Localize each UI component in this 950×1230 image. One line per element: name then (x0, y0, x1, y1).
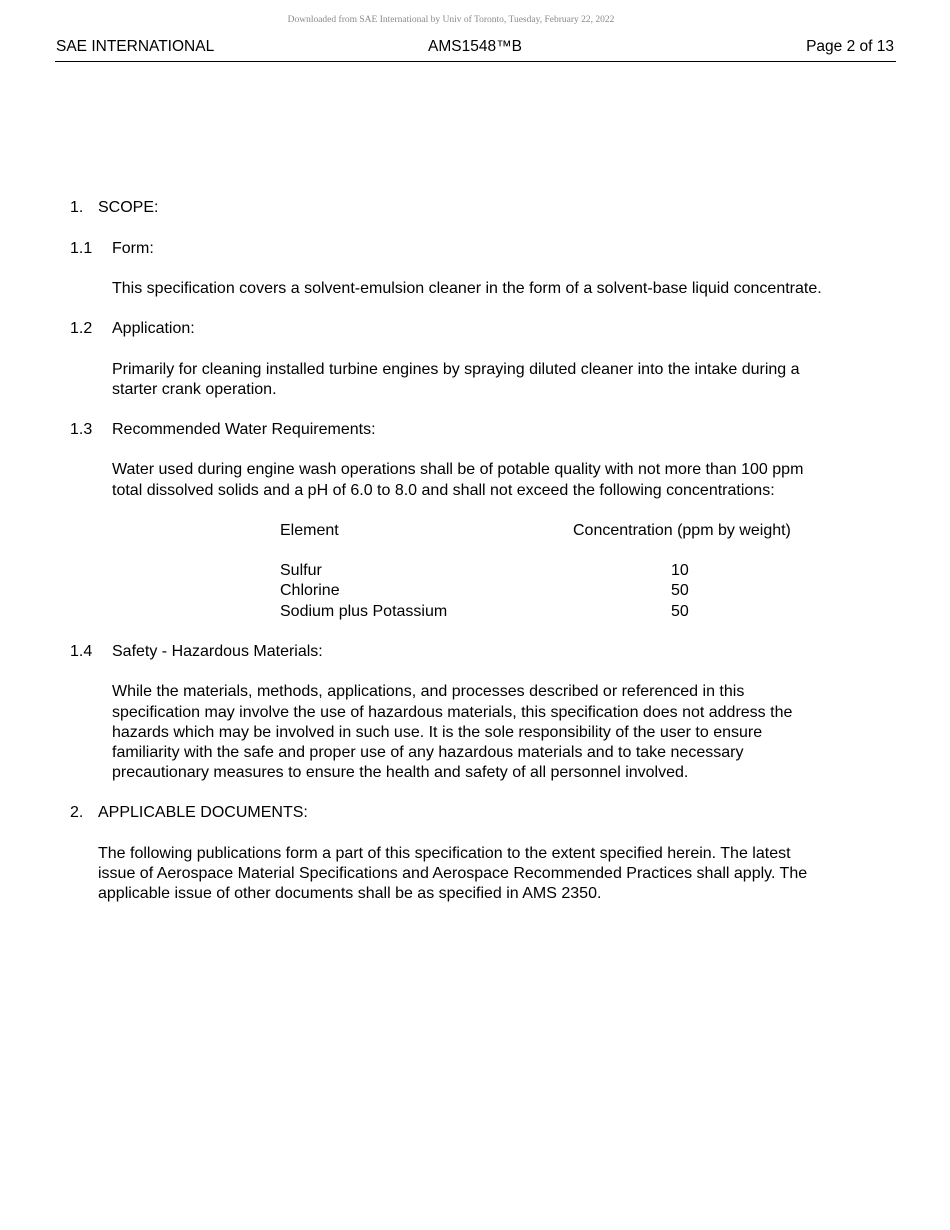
section-1-4-text-line2: specification may involve the use of hazardous materials, this specification does not address the (112, 704, 793, 721)
section-1-3-text-line2: total dissolved solids and a pH of 6.0 to 8.0 and shall not exceed the following concentrations: (112, 482, 775, 499)
table-header-element: Element (280, 522, 339, 539)
header-organization: SAE INTERNATIONAL (56, 38, 215, 55)
section-1-4-text-line5: precautionary measures to ensure the health and safety of all personnel involved. (112, 764, 689, 781)
section-1-4-text-line4: familiarity with the safe and proper use of any hazardous materials and to take necessary (112, 744, 744, 761)
section-1-3-number: 1.3 (70, 421, 93, 438)
section-1-3-title: Recommended Water Requirements: (112, 421, 376, 438)
section-2-title: APPLICABLE DOCUMENTS: (98, 804, 308, 821)
section-1-2-title: Application: (112, 320, 195, 337)
table-row-element: Sodium plus Potassium (280, 603, 448, 620)
table-row-element: Sulfur (280, 562, 322, 579)
section-1-4-title: Safety - Hazardous Materials: (112, 643, 323, 660)
header-document-id: AMS1548™B (428, 38, 522, 55)
table-row-element: Chlorine (280, 582, 340, 599)
section-1-1-text: This specification covers a solvent-emulsion cleaner in the form of a solvent-base liquid concentrate. (112, 280, 822, 297)
section-2-number: 2. (70, 804, 84, 821)
section-1-4-text-line1: While the materials, methods, applications, and processes described or referenced in this (112, 683, 745, 700)
header-rule (55, 61, 896, 62)
section-1-2-text-line2: starter crank operation. (112, 381, 277, 398)
download-watermark: Downloaded from SAE International by Univ of Toronto, Tuesday, February 22, 2022 (287, 15, 615, 25)
section-2-text-line1: The following publications form a part of this specification to the extent specified herein. The latest (98, 845, 791, 862)
section-1-4-number: 1.4 (70, 643, 93, 660)
table-row-value: 50 (671, 582, 689, 599)
section-1-1-number: 1.1 (70, 240, 93, 257)
section-2-text-line2: issue of Aerospace Material Specifications and Aerospace Recommended Practices shall apply. The (98, 865, 808, 882)
section-1-title: SCOPE: (98, 199, 159, 216)
table-header-concentration: Concentration (ppm by weight) (573, 522, 791, 539)
section-1-number: 1. (70, 199, 84, 216)
section-2-text-line3: applicable issue of other documents shall be as specified in AMS 2350. (98, 885, 602, 902)
section-1-4-text-line3: hazards which may be involved in such use. It is the sole responsibility of the user to ensure (112, 724, 763, 741)
section-1-2-text-line1: Primarily for cleaning installed turbine engines by spraying diluted cleaner into the intake during a (112, 361, 800, 378)
section-1-3-text-line1: Water used during engine wash operations shall be of potable quality with not more than 100 ppm (112, 461, 804, 478)
section-1-1-title: Form: (112, 240, 154, 257)
table-row-value: 10 (671, 562, 689, 579)
table-row-value: 50 (671, 603, 689, 620)
header-page-number: Page 2 of 13 (806, 38, 894, 55)
section-1-2-number: 1.2 (70, 320, 93, 337)
